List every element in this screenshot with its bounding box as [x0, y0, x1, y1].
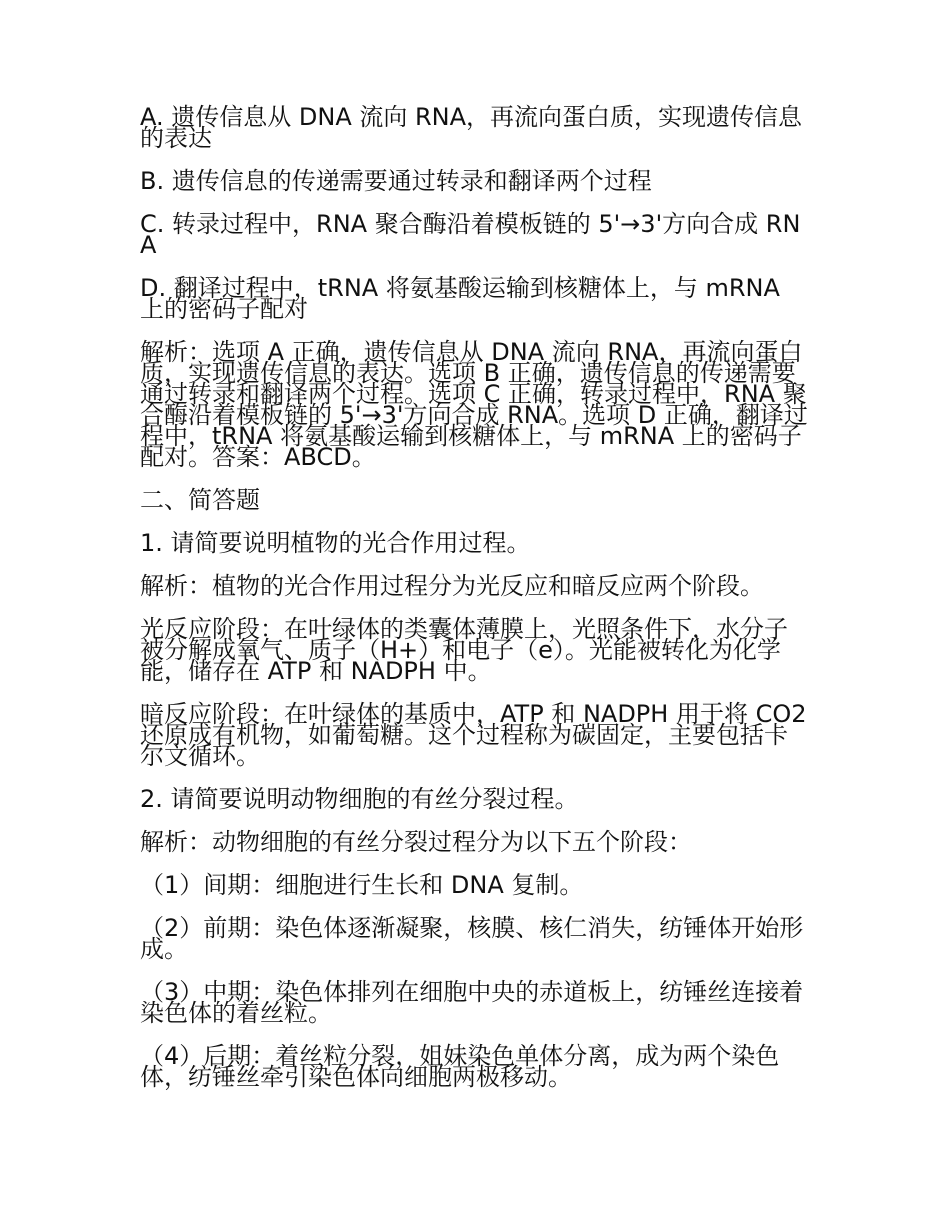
option-d-text: D. 翻译过程中，tRNA 将氨基酸运输到核糖体上，与 mRNA 上的密码子配对: [140, 274, 780, 323]
question-1-analysis: 解析：植物的光合作用过程分为光反应和暗反应两个阶段。: [140, 572, 764, 600]
question-2-analysis: 解析：动物细胞的有丝分裂过程分为以下五个阶段：: [140, 828, 692, 856]
question-1: 1. 请简要说明植物的光合作用过程。: [140, 529, 531, 557]
section-heading: 二、简答题: [140, 486, 260, 514]
document-page: [140, 103, 808, 1110]
analysis-text: 解析：选项 A 正确，遗传信息从 DNA 流向 RNA，再流向蛋白质，实现遗传信息的表达。选项 B 正确，遗传信息的传递需要通过转录和翻译两个过程。选项 C 正确，转录过程中，RNA 聚合酶沿着模板链的 5'→3'方向合成 RNA。选项 D 正确，翻译过程中，tRNA 将氨基酸运输到核糖体上，与 mRNA 上的密码子配对。答案：ABCD。: [140, 338, 808, 471]
option-c-text: C. 转录过程中，RNA 聚合酶沿着模板链的 5'→3'方向合成 RNA: [140, 210, 801, 259]
anaphase-text: （4）后期：着丝粒分裂，姐妹染色单体分离，成为两个染色体，纺锤丝牵引染色体向细胞两极移动。: [140, 1042, 780, 1091]
metaphase-text: （3）中期：染色体排列在细胞中央的赤道板上，纺锤丝连接着染色体的着丝粒。: [140, 978, 804, 1027]
question-2: 2. 请简要说明动物细胞的有丝分裂过程。: [140, 785, 579, 813]
interphase-text: （1）间期：细胞进行生长和 DNA 复制。: [140, 871, 584, 899]
light-reaction-text: 光反应阶段：在叶绿体的类囊体薄膜上，光照条件下，水分子被分解成氧气、质子（H+）和电子（e）。光能被转化为化学能，储存在 ATP 和 NADPH 中。: [140, 615, 788, 685]
dark-reaction-text: 暗反应阶段：在叶绿体的基质中，ATP 和 NADPH 用于将 CO2 还原成有机物，如葡萄糖。这个过程称为碳固定，主要包括卡尔文循环。: [140, 700, 807, 770]
option-a-text: A. 遗传信息从 DNA 流向 RNA，再流向蛋白质，实现遗传信息的表达: [140, 103, 803, 152]
option-b-text: B. 遗传信息的传递需要通过转录和翻译两个过程: [140, 167, 652, 195]
prophase-text: （2）前期：染色体逐渐凝聚，核膜、核仁消失，纺锤体开始形成。: [140, 914, 804, 963]
